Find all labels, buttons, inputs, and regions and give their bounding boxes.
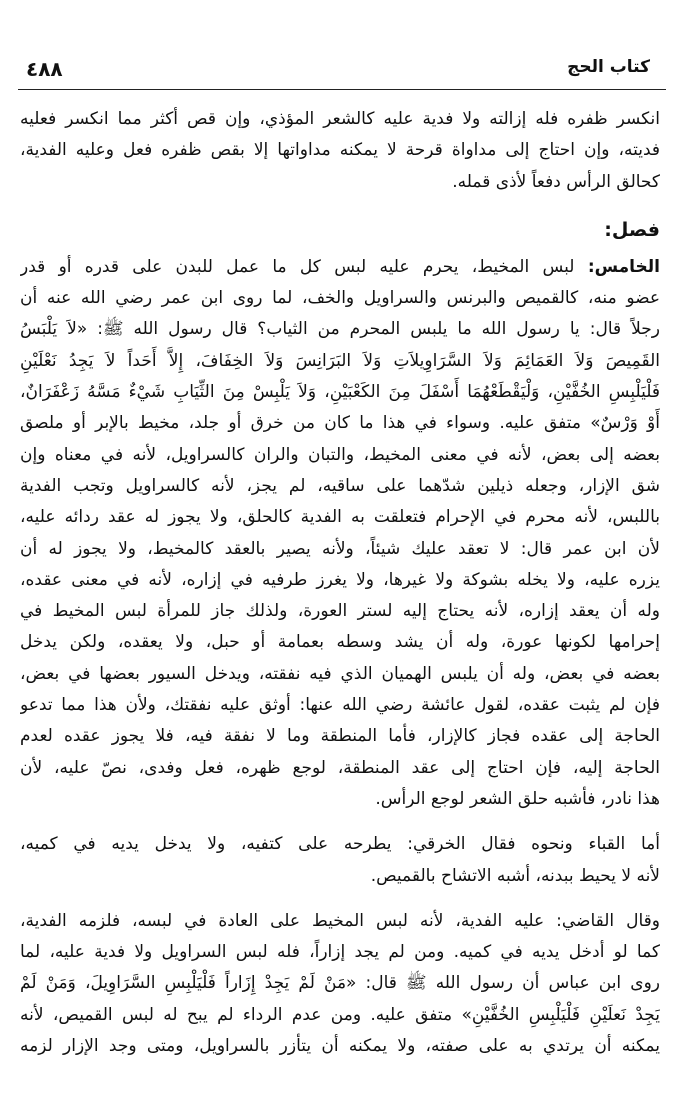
text-line: أما القباء ونحوه فقال الخرقي: يطرحه على كتفيه، ولا يدخل يديه في كميه، — [20, 834, 660, 855]
paragraph-sewn-clothing — [20, 252, 660, 815]
text-line: يَجِدْ نَعلَيْنِ فَلْيَلْبِسِ الخُفَّيْنِ» متفق عليه. ومن عدم الرداء لم يبح له لبس القميص، لأنه — [20, 1004, 660, 1025]
paragraph-lead-rest: لبس المخيط، يحرم عليه لبس كل ما عمل للبدن على قدره أو قدر — [20, 256, 575, 277]
text-line: لأن ابن عمر قال: لا تعقد عليك شيئاً، ولأنه يصير بالعقد كالمخيط، ولا يجوز له أن — [20, 538, 660, 559]
header-divider — [18, 89, 666, 90]
text-line: فديته، وإن احتاج إلى مداواة قرحة لا يمكنه مداواتها إلا بقص ظفره فعل وعليه الفدية، — [20, 140, 660, 161]
paragraph-qaba — [20, 829, 660, 892]
paragraph-nail-clipping — [20, 104, 660, 198]
text-line: انكسر ظفره فله إزالته ولا فدية عليه كالشعر المؤذي، وإن قص أكثر مما انكسر فعليه — [20, 109, 660, 129]
text-line: وله أن يعقد إزاره، لأنه يحتاج إليه لستر العورة، ولذلك جاز للمرأة لبس المخيط في — [20, 601, 660, 622]
text-line — [20, 252, 660, 283]
page-body — [20, 104, 660, 1062]
spacer — [20, 198, 660, 208]
page-header — [22, 55, 656, 85]
text-line: أَوْ وَرْسٌ» متفق عليه. وسواء في هذا ما كان من خرق أو جلد، مخيط بالإبر أو ملصق — [20, 413, 660, 434]
text-line: الحاجة إلى عقده فجاز كالإزار، فأما المنطقة وما لا نفقة فيه، فلا يجوز عقده لعدم — [20, 726, 660, 747]
text-line: باللبس، لأنه محرم في الإحرام فتعلقت به الفدية كالحلق، ولا يجوز له عقد ردائه عليه، — [20, 507, 660, 528]
page-number: ٤٨٨ — [26, 57, 63, 81]
text-line: يمكنه أن يرتدي به على صفته، ولا يمكنه أن يتأزر بالسراويل، ومتى وجد الإزار لزمه — [20, 1036, 660, 1057]
text-line: إحرامها لكونها عورة، وله أن يشد وسطه بعمامة أو حبل، ولا يعقده، ولكن يدخل — [20, 632, 660, 653]
section-heading: فصل: — [604, 218, 660, 241]
text-line: هذا نادر، فأشبه حلق الشعر لوجع الرأس. — [375, 788, 660, 809]
paragraph-qadi — [20, 906, 660, 1062]
text-line: الحاجة إليه، فإن احتاج إلى عقد المنطقة، لوجع ظهره، فعل وفدى، نصّ عليه، لأن — [20, 757, 660, 778]
text-line: روى ابن عباس أن رسول الله ﷺ قال: «مَنْ لَمْ يَجِدْ إِزَاراً فَلْيَلْبِسِ السَّرَاوِيلَ، وَمَنْ لَمْ — [20, 973, 660, 994]
book-title: كتاب الحج — [567, 57, 650, 77]
text-line: شق الإزار، وجعله ذيلين شدّهما على ساقيه، لم يجز، لأنه كالسراويل وتجب الفدية — [20, 475, 660, 496]
text-line: يزره عليه، ولا يخله بشوكة ولا غيرها، ولا يغرز طرفيه في إزاره، لأنه في معنى عقده، — [20, 569, 660, 590]
text-line: فَلْيَلْبِسِ الخُفَّيْنِ، وَلْيَقْطَعْهُمَا أَسْفَلَ مِنَ الكَعْبَيْنِ، وَلاَ يَلْبِسْ مِنَ الثِّيَابِ شَيْءٌ مَسَّهُ زَعْفَرَانٌ، — [20, 382, 660, 403]
text-line: وقال القاضي: عليه الفدية، لأنه لبس المخيط على العادة في لبسه، فلزمه الفدية، — [20, 910, 660, 931]
text-line: رجلاً قال: يا رسول الله ما يلبس المحرم من الثياب؟ قال رسول الله ﷺ: «لاَ يَلْبَسُ — [20, 319, 660, 340]
text-line: كحالق الرأس دفعاً لأذى قمله. — [452, 171, 660, 192]
spacer — [20, 892, 660, 906]
text-line: كما لو أدخل يديه في كميه. ومن لم يجد إزاراً، فله لبس السراويل ولا فدية عليه، لما — [20, 942, 660, 963]
text-line: بعضه إلى بعض، لأنه في معنى المخيط، والتبان والران كالسراويل، لأنه في معناه وإن — [20, 444, 660, 465]
text-line: عضو منه، كالقميص والبرنس والسراويل والخف، لما روى ابن عمر رضي الله عنه أن — [20, 288, 660, 309]
text-line: القَمِيصَ وَلاَ العَمَائِمَ وَلاَ السَّرَاوِيلاَتِ وَلاَ البَرَانِسَ وَلاَ الخِفَافَ، إِلاَّ أَحَداً لاَ يَجِدُ نَعْلَيْنِ — [20, 350, 660, 371]
spacer — [20, 815, 660, 829]
text-line: بعضه في بعض، وله أن يلبس الهميان الذي فيه نفقته، ويدخل السيور بعضها في بعض، — [20, 663, 660, 684]
text-line: لأنه لا يحيط ببدنه، أشبه الاتشاح بالقميص. — [370, 865, 660, 886]
text-line: فإن لم يثبت عقده، لقول عائشة رضي الله عنها: أوثق عليه نفقتك، ولأن هذا مما تدعو — [20, 695, 660, 716]
paragraph-lead: الخامس: — [587, 256, 660, 277]
